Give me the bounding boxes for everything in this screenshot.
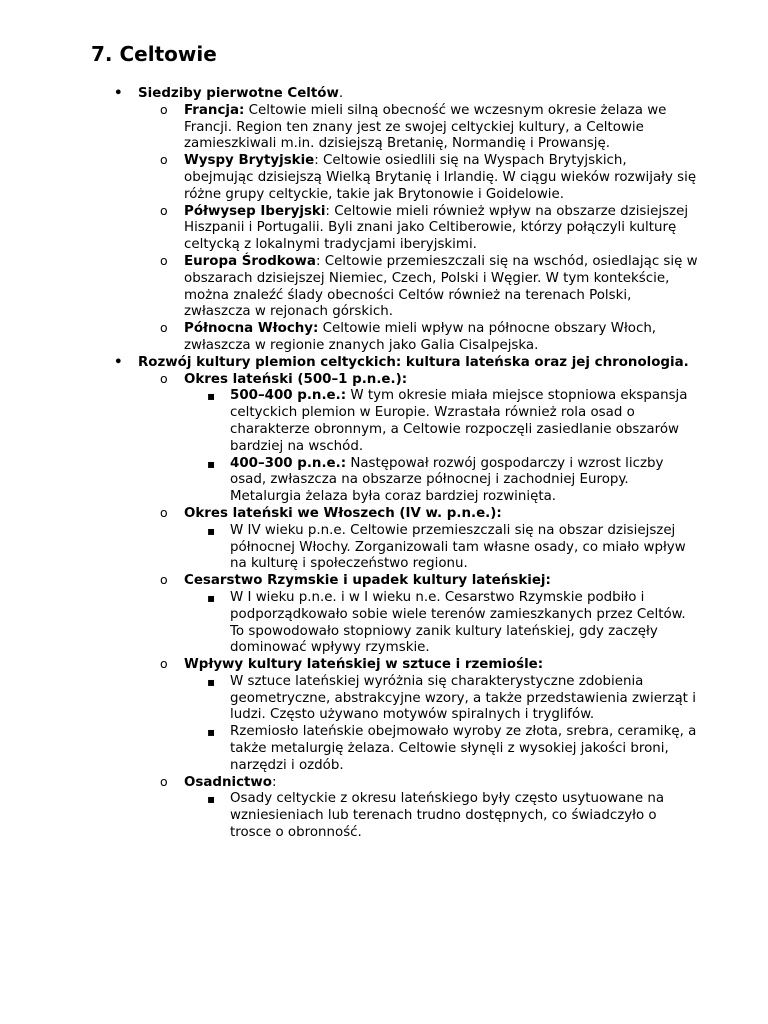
- list-item: o Cesarstwo Rzymskie i upadek kultury lateńskiej: ▪ W I wieku p.n.e. i w I wieku n.e. Cesarstwo Rzymskie podbiło i podporządkowało sobie wiele terenów zamieszkanych przez Celtów. To spowodowało stopniowy zanik kultury lateńskiej, gdy zaczęły dominować wpływy rzymskie.: [184, 573, 698, 657]
- sub-list: [184, 590, 698, 657]
- list-item: o Wpływy kultury lateńskiej w sztuce i rzemiośle: ▪ W sztuce lateńskiej wyróżnia się charakterystyczne zdobienia geometryczne, abstrakcyjne wzory, a także przedstawienia zwierząt i ludzi. Często używano motywów spiralnych i tryglifów. ▪ Rzemiosło lateńskie obejmowało wyroby ze złota, srebra, ceramikę, a także metalurgię żelaza. Celtowie słynęli z wysokiej jakości broni, narzędzi i ozdób.: [184, 657, 698, 775]
- list-item: o Wyspy Brytyjskie: Celtowie osiedlili się na Wyspach Brytyjskich, obejmując dzisiejszą Wielką Brytanię i Irlandię. W ciągu wieków rozwijały się różne grupy celtyckie, takie jak Brytonowie i Goidelowie.: [184, 153, 698, 203]
- section-settlements: [138, 86, 698, 355]
- sub-list: [184, 388, 698, 506]
- list-item: o Europa Środkowa: Celtowie przemieszczali się na wschód, osiedlając się w obszarach dzisiejszej Niemiec, Czech, Polski i Węgier. W tym kontekście, można znaleźć ślady obecności Celtów również na terenach Polski, zwłaszcza w rejonach górskich.: [184, 254, 698, 321]
- sub-list-item: ▪ Osady celtyckie z okresu lateńskiego były często usytuowane na wzniesieniach lub terenach trudno dostępnych, co świadczyło o trosce o obronność.: [230, 791, 698, 841]
- settlement-list: [138, 103, 698, 355]
- list-item: o Okres lateński (500–1 p.n.e.): ▪ 500–400 p.n.e.: W tym okresie miała miejsce stopniowa ekspansja celtyckich plemion w Europie. Wzrastała również rola osad o charakterze obronnym, a Celtowie rozpoczęli zasiedlanie obszarów bardziej na wschód. ▪ 400–300 p.n.e.: Następował rozwój gospodarczy i wzrost liczby osad, zwłaszcza na obszarze północnej i zachodniej Europy. Metalurgia żelaza była coraz bardziej rozwinięta.: [184, 372, 698, 506]
- list-item: o Osadnictwo: ▪ Osady celtyckie z okresu lateńskiego były często usytuowane na wzniesieniach lub terenach trudno dostępnych, co świadczyło o trosce o obronność.: [184, 775, 698, 842]
- sub-list-item: ▪ Rzemiosło lateńskie obejmowało wyroby ze złota, srebra, ceramikę, a także metalurgię żelaza. Celtowie słynęli z wysokiej jakości broni, narzędzi i ozdób.: [230, 724, 698, 774]
- section-heading: Rozwój kultury plemion celtyckich: kultura lateńska oraz jej chronologia.: [138, 354, 689, 370]
- sub-list-item: ▪ W I wieku p.n.e. i w I wieku n.e. Cesarstwo Rzymskie podbiło i podporządkowało sobie wiele terenów zamieszkanych przez Celtów. To spowodowało stopniowy zanik kultury lateńskiej, gdy zaczęły dominować wpływy rzymskie.: [230, 590, 698, 657]
- sub-list: [184, 523, 698, 573]
- sub-list-item: ▪ 400–300 p.n.e.: Następował rozwój gospodarczy i wzrost liczby osad, zwłaszcza na obszarze północnej i zachodniej Europy. Metalurgia żelaza była coraz bardziej rozwinięta.: [230, 456, 698, 506]
- list-item: o Półwysep Iberyjski: Celtowie mieli również wpływ na obszarze dzisiejszej Hiszpanii i Portugalii. Byli znani jako Celtiberowie, którzy połączyli kulturę celtycką z lokalnymi tradycjami iberyjskimi.: [184, 204, 698, 254]
- list-item: o Okres lateński we Włoszech (IV w. p.n.e.): ▪ W IV wieku p.n.e. Celtowie przemieszczali się na obszar dzisiejszej północnej Włochy. Zorganizowali tam własne osady, co miało wpływ na kulturę i społeczeństwo regionu.: [184, 506, 698, 573]
- list-item: o Północna Włochy: Celtowie mieli wpływ na północne obszary Włoch, zwłaszcza w regionie znanych jako Galia Cisalpejska.: [184, 321, 698, 355]
- sub-list-item: ▪ 500–400 p.n.e.: W tym okresie miała miejsce stopniowa ekspansja celtyckich plemion w Europie. Wzrastała również rola osad o charakterze obronnym, a Celtowie rozpoczęli zasiedlanie obszarów bardziej na wschód.: [230, 388, 698, 455]
- sub-list: [184, 674, 698, 775]
- culture-list: [138, 372, 698, 842]
- section-list: [91, 86, 698, 842]
- page-title: 7. Celtowie: [91, 42, 217, 66]
- section-culture: [138, 355, 698, 842]
- sub-list: [184, 791, 698, 841]
- section-heading: Siedziby pierwotne Celtów.: [138, 86, 344, 101]
- document-body: [91, 86, 708, 842]
- list-item: o Francja: Celtowie mieli silną obecność we wczesnym okresie żelaza we Francji. Region ten znany jest ze swojej celtyckiej kultury, a Celtowie zamieszkiwali m.in. dzisiejszą Bretanię, Normandię i Prowansję.: [184, 103, 698, 153]
- sub-list-item: ▪ W sztuce lateńskiej wyróżnia się charakterystyczne zdobienia geometryczne, abstrakcyjne wzory, a także przedstawienia zwierząt i ludzi. Często używano motywów spiralnych i tryglifów.: [230, 674, 698, 724]
- sub-list-item: ▪ W IV wieku p.n.e. Celtowie przemieszczali się na obszar dzisiejszej północnej Włochy. Zorganizowali tam własne osady, co miało wpływ na kulturę i społeczeństwo regionu.: [230, 523, 698, 573]
